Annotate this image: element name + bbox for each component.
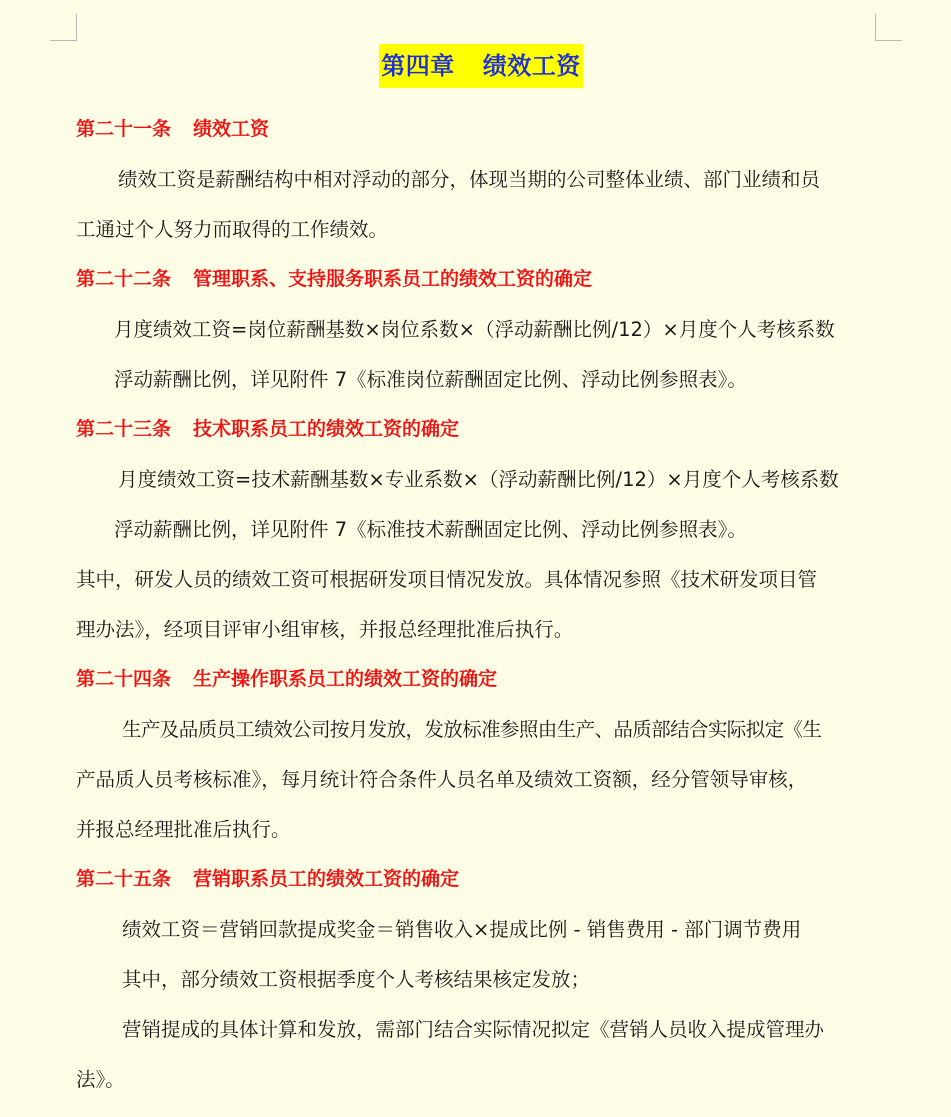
paragraph-line: 其中，研发人员的绩效工资可根据研发项目情况发放。具体情况参照《技术研发项目管 <box>76 568 818 591</box>
article-title: 营销职系员工的绩效工资的确定 <box>193 868 460 890</box>
paragraph-line: 绩效工资是薪酬结构中相对浮动的部分，体现当期的公司整体业绩、部门业绩和员 <box>118 168 821 191</box>
article-title: 管理职系、支持服务职系员工的绩效工资的确定 <box>193 268 593 290</box>
article-number: 第二十一条 <box>76 118 172 140</box>
paragraph-line: 其中，部分绩效工资根据季度个人考核结果核定发放； <box>122 968 591 991</box>
paragraph-line: 理办法》，经项目评审小组审核，并报总经理批准后执行。 <box>76 618 574 641</box>
article-number: 第二十二条 <box>76 268 172 290</box>
paragraph-line: 生产及品质员工绩效公司按月发放，发放标准参照由生产、品质部结合实际拟定《生 <box>122 718 822 741</box>
article-title: 技术职系员工的绩效工资的确定 <box>193 418 460 440</box>
paragraph-line: 浮动薪酬比例，详见附件 7《标准岗位薪酬固定比例、浮动比例参照表》。 <box>114 368 747 391</box>
paragraph-line: 营销提成的具体计算和发放，需部门结合实际情况拟定《营销人员收入提成管理办 <box>122 1018 825 1041</box>
formula-line: 月度绩效工资=岗位薪酬基数×岗位系数×（浮动薪酬比例/12）×月度个人考核系数 <box>114 318 835 341</box>
article-title: 生产操作职系员工的绩效工资的确定 <box>193 668 498 690</box>
formula-line: 绩效工资＝营销回款提成奖金＝销售收入×提成比例 - 销售费用 - 部门调节费用 <box>122 918 802 941</box>
article-number: 第二十五条 <box>76 868 172 890</box>
article-heading-24 <box>76 666 497 692</box>
paragraph-line: 工通过个人努力而取得的工作绩效。 <box>76 218 389 241</box>
chapter-title-row <box>76 44 886 88</box>
chapter-name: 绩效工资 <box>482 52 581 80</box>
page-corner-mark-top-right <box>875 14 902 41</box>
chapter-title <box>379 44 583 88</box>
article-number: 第二十三条 <box>76 418 172 440</box>
paragraph-line: 法》。 <box>76 1068 125 1091</box>
paragraph-line: 浮动薪酬比例，详见附件 7《标准技术薪酬固定比例、浮动比例参照表》。 <box>114 518 747 541</box>
article-heading-21 <box>76 116 269 142</box>
article-heading-22 <box>76 266 592 292</box>
article-title: 绩效工资 <box>193 118 270 140</box>
article-heading-25 <box>76 866 459 892</box>
chapter-number: 第四章 <box>381 52 455 80</box>
paragraph-line: 并报总经理批准后执行。 <box>76 818 291 841</box>
page-corner-mark-top-left <box>50 14 77 41</box>
article-number: 第二十四条 <box>76 668 172 690</box>
formula-line: 月度绩效工资=技术薪酬基数×专业系数×（浮动薪酬比例/12）×月度个人考核系数 <box>118 468 839 491</box>
paragraph-line: 产品质人员考核标准》，每月统计符合条件人员名单及绩效工资额，经分管领导审核， <box>76 768 808 791</box>
article-heading-23 <box>76 416 459 442</box>
